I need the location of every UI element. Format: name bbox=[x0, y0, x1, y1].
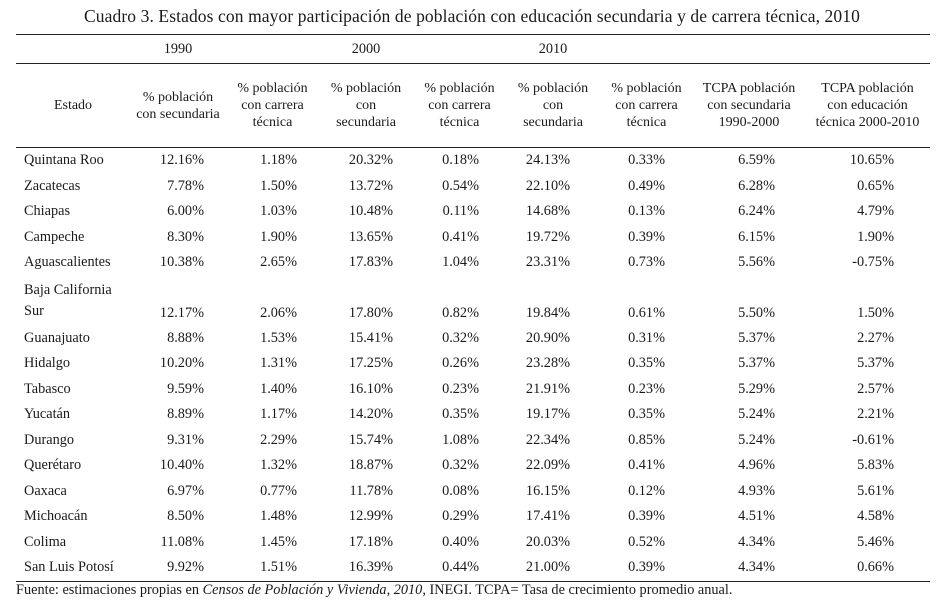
value-cell: 5.46% bbox=[857, 533, 894, 550]
value-cell: 2.27% bbox=[857, 329, 894, 346]
value-cell: 1.48% bbox=[260, 508, 297, 525]
value-cell: 17.83% bbox=[348, 254, 393, 271]
table-row bbox=[16, 276, 930, 326]
value-cell: 10.65% bbox=[849, 152, 894, 169]
value-cell: 2.65% bbox=[260, 254, 297, 271]
value-cell: 7.78% bbox=[167, 177, 204, 194]
state-cell: Guanajuato bbox=[24, 329, 90, 346]
table-body bbox=[16, 148, 930, 582]
value-cell: 1.50% bbox=[260, 177, 297, 194]
value-cell: 1.31% bbox=[260, 355, 297, 372]
value-cell: 6.15% bbox=[738, 228, 775, 245]
value-cell: 14.20% bbox=[348, 406, 393, 423]
value-cell: 8.30% bbox=[167, 228, 204, 245]
value-cell: 19.72% bbox=[525, 228, 570, 245]
value-cell: 5.37% bbox=[738, 329, 775, 346]
value-cell: 0.23% bbox=[628, 380, 665, 397]
column-header: Estado bbox=[16, 64, 130, 148]
value-cell: 4.51% bbox=[738, 508, 775, 525]
table-row bbox=[16, 250, 930, 276]
value-cell: 10.48% bbox=[348, 203, 393, 220]
state-cell: San Luis Potosí bbox=[16, 555, 130, 581]
value-cell: 0.32% bbox=[442, 457, 479, 474]
column-header: TCPA población con secundaria 1990-2000 bbox=[693, 64, 805, 148]
state-cell: Hidalgo bbox=[24, 355, 71, 372]
value-cell: 0.35% bbox=[628, 355, 665, 372]
value-cell: 0.41% bbox=[442, 228, 479, 245]
value-cell: 19.84% bbox=[525, 304, 570, 321]
value-cell: 2.29% bbox=[260, 431, 297, 448]
value-cell: 5.56% bbox=[738, 254, 775, 271]
value-cell: 1.04% bbox=[442, 254, 479, 271]
table-row bbox=[16, 504, 930, 530]
year-2000: 2000 bbox=[319, 35, 413, 64]
value-cell: 10.20% bbox=[159, 355, 204, 372]
value-cell: 4.93% bbox=[738, 482, 775, 499]
value-cell: 5.24% bbox=[738, 431, 775, 448]
data-table bbox=[16, 34, 930, 582]
value-cell: 5.37% bbox=[738, 355, 775, 372]
value-cell: 0.23% bbox=[442, 380, 479, 397]
value-cell: -0.61% bbox=[852, 431, 894, 448]
column-header: % población con carrera técnica bbox=[413, 64, 506, 148]
value-cell: 1.90% bbox=[260, 228, 297, 245]
value-cell: 4.34% bbox=[693, 555, 805, 581]
value-cell: 6.59% bbox=[738, 152, 775, 169]
column-header: % población con carrera técnica bbox=[600, 64, 693, 148]
source-suffix: , INEGI. TCPA= Tasa de crecimiento promedio anual. bbox=[422, 582, 733, 598]
state-cell: Zacatecas bbox=[24, 177, 81, 194]
state-cell: Querétaro bbox=[24, 457, 82, 474]
value-cell: 12.17% bbox=[159, 304, 204, 321]
value-cell: -0.75% bbox=[852, 254, 894, 271]
table-row bbox=[16, 530, 930, 556]
column-header: % población con secundaria bbox=[130, 64, 226, 148]
column-header: TCPA población con educación técnica 2000-2010 bbox=[805, 64, 930, 148]
value-cell: 6.97% bbox=[167, 482, 204, 499]
table-row bbox=[16, 199, 930, 225]
state-cell: Oaxaca bbox=[24, 482, 67, 499]
value-cell: 0.82% bbox=[442, 304, 479, 321]
value-cell: 20.32% bbox=[348, 152, 393, 169]
value-cell: 0.65% bbox=[857, 177, 894, 194]
value-cell: 13.72% bbox=[348, 177, 393, 194]
value-cell: 4.79% bbox=[857, 203, 894, 220]
value-cell: 0.61% bbox=[628, 304, 665, 321]
value-cell: 5.24% bbox=[738, 406, 775, 423]
value-cell: 18.87% bbox=[348, 457, 393, 474]
state-cell: Tabasco bbox=[24, 380, 71, 397]
value-cell: 6.28% bbox=[738, 177, 775, 194]
state-cell: Colima bbox=[24, 533, 67, 550]
value-cell: 0.26% bbox=[442, 355, 479, 372]
state-cell: Durango bbox=[24, 431, 75, 448]
value-cell: 0.39% bbox=[600, 555, 693, 581]
value-cell: 14.68% bbox=[525, 203, 570, 220]
column-header: % población con secundaria bbox=[506, 64, 600, 148]
value-cell: 15.74% bbox=[348, 431, 393, 448]
value-cell: 0.31% bbox=[628, 329, 665, 346]
value-cell: 5.37% bbox=[857, 355, 894, 372]
state-cell: Yucatán bbox=[24, 406, 71, 423]
value-cell: 0.85% bbox=[628, 431, 665, 448]
value-cell: 20.90% bbox=[525, 329, 570, 346]
state-cell: Michoacán bbox=[24, 508, 88, 525]
value-cell: 13.65% bbox=[348, 228, 393, 245]
value-cell: 6.24% bbox=[738, 203, 775, 220]
value-cell: 17.80% bbox=[348, 304, 393, 321]
value-cell: 0.13% bbox=[628, 203, 665, 220]
value-cell: 2.06% bbox=[260, 304, 297, 321]
table-row bbox=[16, 326, 930, 352]
value-cell: 0.77% bbox=[260, 482, 297, 499]
value-cell: 0.73% bbox=[628, 254, 665, 271]
value-cell: 0.35% bbox=[628, 406, 665, 423]
value-cell: 0.08% bbox=[442, 482, 479, 499]
value-cell: 1.17% bbox=[260, 406, 297, 423]
value-cell: 4.96% bbox=[738, 457, 775, 474]
value-cell: 0.40% bbox=[442, 533, 479, 550]
year-header-row bbox=[16, 35, 930, 64]
year-1990: 1990 bbox=[130, 35, 226, 64]
value-cell: 4.34% bbox=[738, 533, 775, 550]
year-2010: 2010 bbox=[506, 35, 600, 64]
value-cell: 1.18% bbox=[260, 152, 297, 169]
value-cell: 0.66% bbox=[805, 555, 930, 581]
table-row bbox=[16, 479, 930, 505]
state-cell: Chiapas bbox=[24, 203, 71, 220]
value-cell: 22.10% bbox=[525, 177, 570, 194]
table-title: Cuadro 3. Estados con mayor participación de población con educación secundaria y de carrera técnica, 2010 bbox=[84, 6, 860, 26]
source-note bbox=[16, 582, 930, 599]
state-cell: Quintana Roo bbox=[24, 152, 104, 169]
source-prefix: Fuente: estimaciones propias en bbox=[16, 582, 203, 598]
value-cell: 21.00% bbox=[506, 555, 600, 581]
value-cell: 0.35% bbox=[442, 406, 479, 423]
table-row bbox=[16, 148, 930, 174]
value-cell: 5.29% bbox=[738, 380, 775, 397]
value-cell: 0.29% bbox=[442, 508, 479, 525]
value-cell: 5.61% bbox=[857, 482, 894, 499]
value-cell: 1.03% bbox=[260, 203, 297, 220]
value-cell: 1.32% bbox=[260, 457, 297, 474]
column-header: % población con carrera técnica bbox=[226, 64, 319, 148]
value-cell: 19.17% bbox=[525, 406, 570, 423]
source-italic: Censos de Población y Vivienda, 2010 bbox=[202, 582, 423, 598]
value-cell: 0.54% bbox=[442, 177, 479, 194]
value-cell: 1.90% bbox=[857, 228, 894, 245]
value-cell: 8.88% bbox=[167, 329, 204, 346]
state-cell: Baja California Sur bbox=[24, 281, 112, 319]
table-row bbox=[16, 351, 930, 377]
value-cell: 5.83% bbox=[857, 457, 894, 474]
value-cell: 10.40% bbox=[159, 457, 204, 474]
value-cell: 6.00% bbox=[167, 203, 204, 220]
value-cell: 5.50% bbox=[738, 304, 775, 321]
value-cell: 12.99% bbox=[348, 508, 393, 525]
value-cell: 0.39% bbox=[628, 228, 665, 245]
value-cell: 1.50% bbox=[857, 304, 894, 321]
value-cell: 21.91% bbox=[525, 380, 570, 397]
value-cell: 16.10% bbox=[348, 380, 393, 397]
value-cell: 24.13% bbox=[525, 152, 570, 169]
value-cell: 10.38% bbox=[159, 254, 204, 271]
value-cell: 0.12% bbox=[628, 482, 665, 499]
value-cell: 2.21% bbox=[857, 406, 894, 423]
value-cell: 0.41% bbox=[628, 457, 665, 474]
value-cell: 1.08% bbox=[442, 431, 479, 448]
value-cell: 17.41% bbox=[525, 508, 570, 525]
value-cell: 1.45% bbox=[260, 533, 297, 550]
table-row bbox=[16, 402, 930, 428]
value-cell: 8.89% bbox=[167, 406, 204, 423]
table-row bbox=[16, 453, 930, 479]
value-cell: 22.34% bbox=[525, 431, 570, 448]
value-cell: 9.92% bbox=[130, 555, 226, 581]
value-cell: 1.53% bbox=[260, 329, 297, 346]
value-cell: 23.31% bbox=[525, 254, 570, 271]
table-row bbox=[16, 174, 930, 200]
value-cell: 4.58% bbox=[857, 508, 894, 525]
state-cell: Campeche bbox=[24, 228, 85, 245]
value-cell: 1.51% bbox=[226, 555, 319, 581]
value-cell: 15.41% bbox=[348, 329, 393, 346]
value-cell: 9.31% bbox=[167, 431, 204, 448]
value-cell: 0.32% bbox=[442, 329, 479, 346]
value-cell: 0.49% bbox=[628, 177, 665, 194]
value-cell: 11.08% bbox=[160, 533, 204, 550]
value-cell: 0.33% bbox=[628, 152, 665, 169]
column-header-row bbox=[16, 64, 930, 148]
state-cell: Aguascalientes bbox=[24, 254, 111, 271]
value-cell: 20.03% bbox=[525, 533, 570, 550]
value-cell: 0.52% bbox=[628, 533, 665, 550]
value-cell: 23.28% bbox=[525, 355, 570, 372]
value-cell: 17.18% bbox=[348, 533, 393, 550]
value-cell: 0.39% bbox=[628, 508, 665, 525]
value-cell: 12.16% bbox=[159, 152, 204, 169]
value-cell: 11.78% bbox=[349, 482, 393, 499]
value-cell: 16.15% bbox=[525, 482, 570, 499]
table-row bbox=[16, 555, 930, 581]
table-row bbox=[16, 428, 930, 454]
value-cell: 22.09% bbox=[525, 457, 570, 474]
value-cell: 0.18% bbox=[442, 152, 479, 169]
value-cell: 0.44% bbox=[413, 555, 506, 581]
column-header: % población con secundaria bbox=[319, 64, 413, 148]
table-row bbox=[16, 225, 930, 251]
value-cell: 8.50% bbox=[167, 508, 204, 525]
value-cell: 9.59% bbox=[167, 380, 204, 397]
table-row bbox=[16, 377, 930, 403]
value-cell: 16.39% bbox=[319, 555, 413, 581]
value-cell: 1.40% bbox=[260, 380, 297, 397]
value-cell: 17.25% bbox=[348, 355, 393, 372]
value-cell: 0.11% bbox=[442, 203, 479, 220]
value-cell: 2.57% bbox=[857, 380, 894, 397]
